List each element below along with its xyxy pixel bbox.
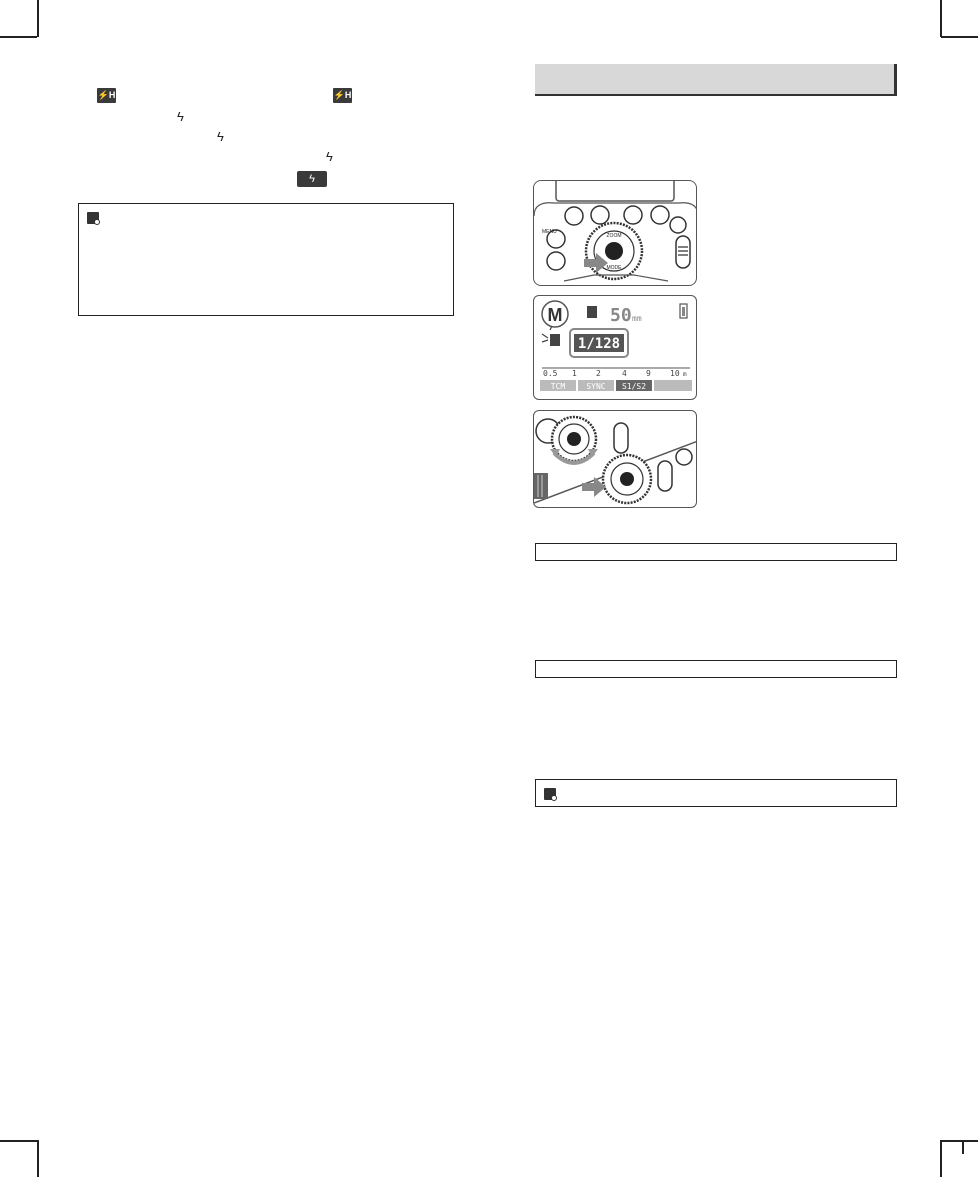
scale-label: 10 — [670, 369, 680, 378]
scale-label: 0.5 — [543, 369, 558, 378]
crop-mark-top-left-v — [37, 0, 39, 37]
crop-mark-bottom-right-v2 — [962, 1140, 964, 1154]
crop-mark-top-left-h — [0, 36, 37, 38]
flash-control-panel — [533, 180, 697, 286]
crop-mark-bottom-right-v — [940, 1140, 942, 1177]
menu-label: MENU — [542, 229, 557, 235]
note-info-icon — [87, 212, 99, 224]
lcd-power-value: 1/128 — [577, 336, 621, 352]
lcd-mode: M — [547, 305, 563, 325]
fh-icon: ⚡H — [97, 88, 116, 103]
zoom-label: ZOOM — [606, 233, 622, 239]
bolt-icon: ϟ — [217, 129, 224, 144]
scale-label: 9 — [646, 369, 651, 378]
mode-dial-rotation — [533, 410, 697, 508]
lcd-zoom-value: 50 — [610, 305, 632, 326]
crop-mark-top-right-v — [940, 0, 942, 37]
section-heading-box — [535, 660, 897, 678]
scale-label: 4 — [622, 369, 627, 378]
lcd-menu-label: SYNC — [586, 382, 606, 391]
bolt-icon: ϟ — [177, 109, 184, 124]
crop-mark-bottom-left-h — [0, 1140, 37, 1142]
crop-mark-bottom-right-h — [941, 1140, 978, 1142]
scale-label: 1 — [572, 369, 577, 378]
crop-mark-top-right-h — [941, 36, 978, 38]
note-box — [78, 203, 454, 316]
info-box — [535, 779, 897, 807]
section-header-bar — [535, 64, 897, 96]
crop-mark-bottom-left-v — [37, 1140, 39, 1177]
note-info-icon — [544, 788, 556, 800]
lcd-menu-label: S1/S2 — [621, 382, 647, 391]
bolt-icon: ϟ — [326, 149, 333, 164]
bolt-box-icon: ϟ — [297, 171, 327, 187]
fh-icon: ⚡H — [333, 88, 352, 103]
mode-label: MODE — [606, 265, 622, 271]
lcd-display — [533, 295, 697, 400]
scale-label: m — [683, 371, 687, 378]
lcd-menu-label: TCM — [550, 382, 566, 391]
scale-label: 2 — [596, 369, 601, 378]
lcd-zoom-unit: mm — [632, 314, 642, 323]
section-heading-box — [535, 543, 897, 561]
